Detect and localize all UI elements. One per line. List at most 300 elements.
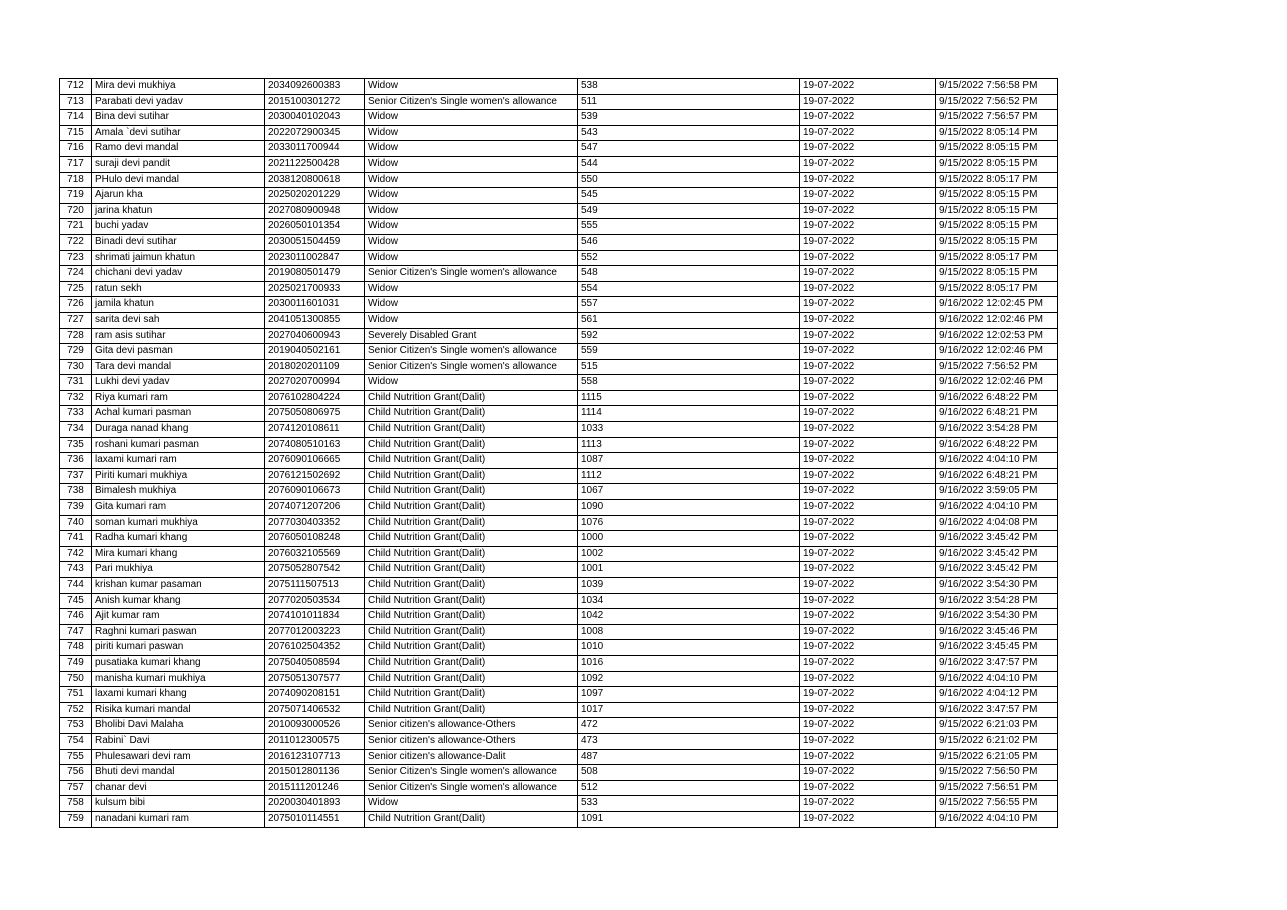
allowance-type-cell: Widow <box>365 156 578 172</box>
code-cell: 554 <box>578 281 800 297</box>
table-row <box>60 515 1058 531</box>
name-cell: Gita devi pasman <box>92 344 265 360</box>
table-row <box>60 79 1058 95</box>
name-cell: Anish kumar khang <box>92 593 265 609</box>
table-row <box>60 500 1058 516</box>
id-number-cell: 2027040600943 <box>265 328 365 344</box>
table-row <box>60 531 1058 547</box>
serial-number-cell: 714 <box>60 110 92 126</box>
code-cell: 1115 <box>578 390 800 406</box>
name-cell: Phulesawari devi ram <box>92 749 265 765</box>
serial-number-cell: 729 <box>60 344 92 360</box>
code-cell: 515 <box>578 359 800 375</box>
date-cell: 19-07-2022 <box>800 125 936 141</box>
timestamp-cell: 9/16/2022 3:54:30 PM <box>936 609 1058 625</box>
allowance-type-cell: Widow <box>365 250 578 266</box>
code-cell: 1010 <box>578 640 800 656</box>
date-cell: 19-07-2022 <box>800 811 936 827</box>
name-cell: chanar devi <box>92 780 265 796</box>
serial-number-cell: 749 <box>60 655 92 671</box>
allowance-type-cell: Child Nutrition Grant(Dalit) <box>365 453 578 469</box>
allowance-type-cell: Child Nutrition Grant(Dalit) <box>365 593 578 609</box>
code-cell: 546 <box>578 234 800 250</box>
serial-number-cell: 752 <box>60 702 92 718</box>
code-cell: 1114 <box>578 406 800 422</box>
timestamp-cell: 9/16/2022 6:48:22 PM <box>936 437 1058 453</box>
code-cell: 1091 <box>578 811 800 827</box>
allowance-type-cell: Widow <box>365 141 578 157</box>
serial-number-cell: 716 <box>60 141 92 157</box>
id-number-cell: 2076121502692 <box>265 468 365 484</box>
timestamp-cell: 9/16/2022 4:04:12 PM <box>936 687 1058 703</box>
allowance-type-cell: Senior Citizen's Single women's allowance <box>365 780 578 796</box>
table-row <box>60 718 1058 734</box>
code-cell: 1092 <box>578 671 800 687</box>
date-cell: 19-07-2022 <box>800 312 936 328</box>
name-cell: Rabini` Davi <box>92 733 265 749</box>
timestamp-cell: 9/15/2022 8:05:17 PM <box>936 281 1058 297</box>
name-cell: piriti kumari paswan <box>92 640 265 656</box>
name-cell: PHulo devi mandal <box>92 172 265 188</box>
code-cell: 1001 <box>578 562 800 578</box>
timestamp-cell: 9/16/2022 3:54:28 PM <box>936 422 1058 438</box>
serial-number-cell: 754 <box>60 733 92 749</box>
date-cell: 19-07-2022 <box>800 687 936 703</box>
table-row <box>60 437 1058 453</box>
table-row <box>60 640 1058 656</box>
id-number-cell: 2022072900345 <box>265 125 365 141</box>
table-row <box>60 765 1058 781</box>
name-cell: soman kumari mukhiya <box>92 515 265 531</box>
id-number-cell: 2015100301272 <box>265 94 365 110</box>
name-cell: Amala `devi sutihar <box>92 125 265 141</box>
name-cell: Radha kumari khang <box>92 531 265 547</box>
id-number-cell: 2074101011834 <box>265 609 365 625</box>
id-number-cell: 2021122500428 <box>265 156 365 172</box>
id-number-cell: 2027080900948 <box>265 203 365 219</box>
id-number-cell: 2030051504459 <box>265 234 365 250</box>
id-number-cell: 2034092600383 <box>265 79 365 95</box>
code-cell: 511 <box>578 94 800 110</box>
table-row <box>60 655 1058 671</box>
code-cell: 472 <box>578 718 800 734</box>
name-cell: roshani kumari pasman <box>92 437 265 453</box>
date-cell: 19-07-2022 <box>800 375 936 391</box>
date-cell: 19-07-2022 <box>800 515 936 531</box>
name-cell: sarita devi sah <box>92 312 265 328</box>
allowance-type-cell: Widow <box>365 796 578 812</box>
allowance-type-cell: Child Nutrition Grant(Dalit) <box>365 702 578 718</box>
allowance-type-cell: Child Nutrition Grant(Dalit) <box>365 422 578 438</box>
table-row <box>60 203 1058 219</box>
id-number-cell: 2027020700994 <box>265 375 365 391</box>
date-cell: 19-07-2022 <box>800 718 936 734</box>
serial-number-cell: 757 <box>60 780 92 796</box>
name-cell: Riya kumari ram <box>92 390 265 406</box>
code-cell: 539 <box>578 110 800 126</box>
allowance-type-cell: Child Nutrition Grant(Dalit) <box>365 578 578 594</box>
allowance-type-cell: Senior citizen's allowance-Others <box>365 733 578 749</box>
serial-number-cell: 750 <box>60 671 92 687</box>
code-cell: 1000 <box>578 531 800 547</box>
date-cell: 19-07-2022 <box>800 219 936 235</box>
allowance-type-cell: Child Nutrition Grant(Dalit) <box>365 390 578 406</box>
serial-number-cell: 723 <box>60 250 92 266</box>
id-number-cell: 2011012300575 <box>265 733 365 749</box>
serial-number-cell: 739 <box>60 500 92 516</box>
id-number-cell: 2075010114551 <box>265 811 365 827</box>
name-cell: Risika kumari mandal <box>92 702 265 718</box>
table-row <box>60 312 1058 328</box>
timestamp-cell: 9/16/2022 3:47:57 PM <box>936 655 1058 671</box>
id-number-cell: 2075050806975 <box>265 406 365 422</box>
serial-number-cell: 753 <box>60 718 92 734</box>
name-cell: Ajarun kha <box>92 188 265 204</box>
date-cell: 19-07-2022 <box>800 234 936 250</box>
code-cell: 1034 <box>578 593 800 609</box>
serial-number-cell: 734 <box>60 422 92 438</box>
timestamp-cell: 9/16/2022 3:47:57 PM <box>936 702 1058 718</box>
id-number-cell: 2020030401893 <box>265 796 365 812</box>
allowance-type-cell: Child Nutrition Grant(Dalit) <box>365 687 578 703</box>
allowance-type-cell: Child Nutrition Grant(Dalit) <box>365 468 578 484</box>
id-number-cell: 2010093000526 <box>265 718 365 734</box>
date-cell: 19-07-2022 <box>800 702 936 718</box>
allowance-type-cell: Senior Citizen's Single women's allowance <box>365 765 578 781</box>
code-cell: 512 <box>578 780 800 796</box>
serial-number-cell: 759 <box>60 811 92 827</box>
timestamp-cell: 9/15/2022 8:05:15 PM <box>936 203 1058 219</box>
id-number-cell: 2041051300855 <box>265 312 365 328</box>
id-number-cell: 2075051307577 <box>265 671 365 687</box>
table-row <box>60 156 1058 172</box>
code-cell: 533 <box>578 796 800 812</box>
date-cell: 19-07-2022 <box>800 344 936 360</box>
table-row <box>60 687 1058 703</box>
id-number-cell: 2076032105569 <box>265 546 365 562</box>
id-number-cell: 2023011002847 <box>265 250 365 266</box>
name-cell: shrimati jaimun khatun <box>92 250 265 266</box>
id-number-cell: 2074120108611 <box>265 422 365 438</box>
id-number-cell: 2030040102043 <box>265 110 365 126</box>
allowance-type-cell: Widow <box>365 79 578 95</box>
allowance-type-cell: Widow <box>365 125 578 141</box>
code-cell: 543 <box>578 125 800 141</box>
serial-number-cell: 747 <box>60 624 92 640</box>
name-cell: jamila khatun <box>92 297 265 313</box>
id-number-cell: 2074071207206 <box>265 500 365 516</box>
serial-number-cell: 748 <box>60 640 92 656</box>
date-cell: 19-07-2022 <box>800 94 936 110</box>
date-cell: 19-07-2022 <box>800 780 936 796</box>
allowance-type-cell: Widow <box>365 172 578 188</box>
code-cell: 552 <box>578 250 800 266</box>
allowance-type-cell: Senior Citizen's Single women's allowance <box>365 266 578 282</box>
timestamp-cell: 9/16/2022 4:04:10 PM <box>936 453 1058 469</box>
table-row <box>60 188 1058 204</box>
serial-number-cell: 737 <box>60 468 92 484</box>
date-cell: 19-07-2022 <box>800 733 936 749</box>
code-cell: 1008 <box>578 624 800 640</box>
timestamp-cell: 9/15/2022 7:56:51 PM <box>936 780 1058 796</box>
name-cell: Tara devi mandal <box>92 359 265 375</box>
allowance-type-cell: Senior citizen's allowance-Dalit <box>365 749 578 765</box>
serial-number-cell: 730 <box>60 359 92 375</box>
table-row <box>60 733 1058 749</box>
timestamp-cell: 9/16/2022 6:48:22 PM <box>936 390 1058 406</box>
code-cell: 487 <box>578 749 800 765</box>
timestamp-cell: 9/16/2022 3:59:05 PM <box>936 484 1058 500</box>
name-cell: jarina khatun <box>92 203 265 219</box>
table-row <box>60 453 1058 469</box>
date-cell: 19-07-2022 <box>800 609 936 625</box>
table-row <box>60 811 1058 827</box>
serial-number-cell: 746 <box>60 609 92 625</box>
table-row <box>60 328 1058 344</box>
table-row <box>60 624 1058 640</box>
allowance-type-cell: Senior citizen's allowance-Others <box>365 718 578 734</box>
serial-number-cell: 720 <box>60 203 92 219</box>
timestamp-cell: 9/15/2022 6:21:05 PM <box>936 749 1058 765</box>
date-cell: 19-07-2022 <box>800 203 936 219</box>
table-row <box>60 141 1058 157</box>
date-cell: 19-07-2022 <box>800 156 936 172</box>
table-row <box>60 749 1058 765</box>
name-cell: laxami kumari khang <box>92 687 265 703</box>
id-number-cell: 2077020503534 <box>265 593 365 609</box>
timestamp-cell: 9/15/2022 8:05:17 PM <box>936 172 1058 188</box>
code-cell: 1039 <box>578 578 800 594</box>
table-row <box>60 546 1058 562</box>
allowance-type-cell: Senior Citizen's Single women's allowance <box>365 94 578 110</box>
date-cell: 19-07-2022 <box>800 578 936 594</box>
code-cell: 538 <box>578 79 800 95</box>
allowance-type-cell: Widow <box>365 203 578 219</box>
name-cell: Bina devi sutihar <box>92 110 265 126</box>
code-cell: 1097 <box>578 687 800 703</box>
allowance-type-cell: Child Nutrition Grant(Dalit) <box>365 500 578 516</box>
name-cell: Gita kumari ram <box>92 500 265 516</box>
allowance-type-cell: Senior Citizen's Single women's allowance <box>365 344 578 360</box>
date-cell: 19-07-2022 <box>800 624 936 640</box>
code-cell: 549 <box>578 203 800 219</box>
name-cell: Parabati devi yadav <box>92 94 265 110</box>
timestamp-cell: 9/16/2022 3:45:42 PM <box>936 546 1058 562</box>
serial-number-cell: 743 <box>60 562 92 578</box>
timestamp-cell: 9/16/2022 4:04:10 PM <box>936 500 1058 516</box>
allowance-type-cell: Child Nutrition Grant(Dalit) <box>365 437 578 453</box>
code-cell: 558 <box>578 375 800 391</box>
timestamp-cell: 9/15/2022 8:05:15 PM <box>936 141 1058 157</box>
allowance-type-cell: Widow <box>365 219 578 235</box>
serial-number-cell: 732 <box>60 390 92 406</box>
allowance-type-cell: Child Nutrition Grant(Dalit) <box>365 640 578 656</box>
id-number-cell: 2076050108248 <box>265 531 365 547</box>
timestamp-cell: 9/15/2022 8:05:15 PM <box>936 234 1058 250</box>
code-cell: 473 <box>578 733 800 749</box>
table-row <box>60 344 1058 360</box>
serial-number-cell: 758 <box>60 796 92 812</box>
id-number-cell: 2019040502161 <box>265 344 365 360</box>
timestamp-cell: 9/16/2022 3:45:42 PM <box>936 531 1058 547</box>
name-cell: chichani devi yadav <box>92 266 265 282</box>
serial-number-cell: 731 <box>60 375 92 391</box>
id-number-cell: 2077030403352 <box>265 515 365 531</box>
code-cell: 592 <box>578 328 800 344</box>
code-cell: 559 <box>578 344 800 360</box>
timestamp-cell: 9/16/2022 4:04:08 PM <box>936 515 1058 531</box>
date-cell: 19-07-2022 <box>800 281 936 297</box>
allowance-type-cell: Widow <box>365 188 578 204</box>
date-cell: 19-07-2022 <box>800 484 936 500</box>
date-cell: 19-07-2022 <box>800 468 936 484</box>
serial-number-cell: 722 <box>60 234 92 250</box>
code-cell: 1042 <box>578 609 800 625</box>
allowance-type-cell: Senior Citizen's Single women's allowance <box>365 359 578 375</box>
allowance-type-cell: Child Nutrition Grant(Dalit) <box>365 515 578 531</box>
table-row <box>60 609 1058 625</box>
id-number-cell: 2038120800618 <box>265 172 365 188</box>
allowance-type-cell: Severely Disabled Grant <box>365 328 578 344</box>
id-number-cell: 2074080510163 <box>265 437 365 453</box>
allowance-type-cell: Child Nutrition Grant(Dalit) <box>365 406 578 422</box>
date-cell: 19-07-2022 <box>800 546 936 562</box>
name-cell: ratun sekh <box>92 281 265 297</box>
allowance-type-cell: Widow <box>365 234 578 250</box>
name-cell: krishan kumar pasaman <box>92 578 265 594</box>
date-cell: 19-07-2022 <box>800 437 936 453</box>
id-number-cell: 2075111507513 <box>265 578 365 594</box>
code-cell: 1090 <box>578 500 800 516</box>
date-cell: 19-07-2022 <box>800 655 936 671</box>
date-cell: 19-07-2022 <box>800 79 936 95</box>
serial-number-cell: 719 <box>60 188 92 204</box>
table-row <box>60 702 1058 718</box>
allowance-type-cell: Widow <box>365 110 578 126</box>
table-row <box>60 578 1058 594</box>
allowance-type-cell: Child Nutrition Grant(Dalit) <box>365 624 578 640</box>
date-cell: 19-07-2022 <box>800 188 936 204</box>
date-cell: 19-07-2022 <box>800 328 936 344</box>
date-cell: 19-07-2022 <box>800 749 936 765</box>
timestamp-cell: 9/15/2022 7:56:50 PM <box>936 765 1058 781</box>
serial-number-cell: 742 <box>60 546 92 562</box>
table-row <box>60 780 1058 796</box>
timestamp-cell: 9/16/2022 12:02:46 PM <box>936 375 1058 391</box>
serial-number-cell: 755 <box>60 749 92 765</box>
timestamp-cell: 9/16/2022 3:54:30 PM <box>936 578 1058 594</box>
serial-number-cell: 735 <box>60 437 92 453</box>
serial-number-cell: 740 <box>60 515 92 531</box>
date-cell: 19-07-2022 <box>800 141 936 157</box>
id-number-cell: 2076090106665 <box>265 453 365 469</box>
timestamp-cell: 9/16/2022 12:02:46 PM <box>936 344 1058 360</box>
date-cell: 19-07-2022 <box>800 250 936 266</box>
table-row <box>60 359 1058 375</box>
allowance-type-cell: Child Nutrition Grant(Dalit) <box>365 546 578 562</box>
code-cell: 1067 <box>578 484 800 500</box>
date-cell: 19-07-2022 <box>800 110 936 126</box>
code-cell: 547 <box>578 141 800 157</box>
allowance-type-cell: Child Nutrition Grant(Dalit) <box>365 609 578 625</box>
allowance-type-cell: Child Nutrition Grant(Dalit) <box>365 811 578 827</box>
timestamp-cell: 9/15/2022 6:21:03 PM <box>936 718 1058 734</box>
code-cell: 545 <box>578 188 800 204</box>
serial-number-cell: 745 <box>60 593 92 609</box>
table-row <box>60 796 1058 812</box>
id-number-cell: 2015012801136 <box>265 765 365 781</box>
timestamp-cell: 9/16/2022 3:45:46 PM <box>936 624 1058 640</box>
name-cell: Ramo devi mandal <box>92 141 265 157</box>
table-row <box>60 406 1058 422</box>
name-cell: laxami kumari ram <box>92 453 265 469</box>
timestamp-cell: 9/16/2022 6:48:21 PM <box>936 406 1058 422</box>
date-cell: 19-07-2022 <box>800 593 936 609</box>
table-row <box>60 172 1058 188</box>
serial-number-cell: 712 <box>60 79 92 95</box>
table-row <box>60 468 1058 484</box>
serial-number-cell: 718 <box>60 172 92 188</box>
name-cell: Mira kumari khang <box>92 546 265 562</box>
allowance-type-cell: Child Nutrition Grant(Dalit) <box>365 562 578 578</box>
date-cell: 19-07-2022 <box>800 671 936 687</box>
id-number-cell: 2019080501479 <box>265 266 365 282</box>
code-cell: 557 <box>578 297 800 313</box>
serial-number-cell: 756 <box>60 765 92 781</box>
id-number-cell: 2076090106673 <box>265 484 365 500</box>
timestamp-cell: 9/16/2022 12:02:45 PM <box>936 297 1058 313</box>
id-number-cell: 2030011601031 <box>265 297 365 313</box>
timestamp-cell: 9/15/2022 7:56:55 PM <box>936 796 1058 812</box>
beneficiary-table <box>59 78 1058 828</box>
name-cell: ram asis sutihar <box>92 328 265 344</box>
serial-number-cell: 728 <box>60 328 92 344</box>
timestamp-cell: 9/15/2022 8:05:15 PM <box>936 156 1058 172</box>
allowance-type-cell: Child Nutrition Grant(Dalit) <box>365 655 578 671</box>
id-number-cell: 2018020201109 <box>265 359 365 375</box>
id-number-cell: 2077012003223 <box>265 624 365 640</box>
serial-number-cell: 715 <box>60 125 92 141</box>
id-number-cell: 2026050101354 <box>265 219 365 235</box>
date-cell: 19-07-2022 <box>800 390 936 406</box>
code-cell: 1087 <box>578 453 800 469</box>
date-cell: 19-07-2022 <box>800 500 936 516</box>
name-cell: suraji devi pandit <box>92 156 265 172</box>
timestamp-cell: 9/15/2022 8:05:17 PM <box>936 250 1058 266</box>
serial-number-cell: 738 <box>60 484 92 500</box>
allowance-type-cell: Widow <box>365 281 578 297</box>
id-number-cell: 2076102504352 <box>265 640 365 656</box>
code-cell: 548 <box>578 266 800 282</box>
table-row <box>60 593 1058 609</box>
id-number-cell: 2033011700944 <box>265 141 365 157</box>
allowance-type-cell: Widow <box>365 297 578 313</box>
serial-number-cell: 751 <box>60 687 92 703</box>
name-cell: Ajit kumar ram <box>92 609 265 625</box>
table-row <box>60 234 1058 250</box>
table-row <box>60 375 1058 391</box>
id-number-cell: 2016123107713 <box>265 749 365 765</box>
table-row <box>60 422 1058 438</box>
name-cell: Lukhi devi yadav <box>92 375 265 391</box>
name-cell: Bimalesh mukhiya <box>92 484 265 500</box>
serial-number-cell: 727 <box>60 312 92 328</box>
name-cell: kulsum bibi <box>92 796 265 812</box>
timestamp-cell: 9/15/2022 7:56:58 PM <box>936 79 1058 95</box>
id-number-cell: 2075071406532 <box>265 702 365 718</box>
code-cell: 1113 <box>578 437 800 453</box>
timestamp-cell: 9/15/2022 8:05:14 PM <box>936 125 1058 141</box>
